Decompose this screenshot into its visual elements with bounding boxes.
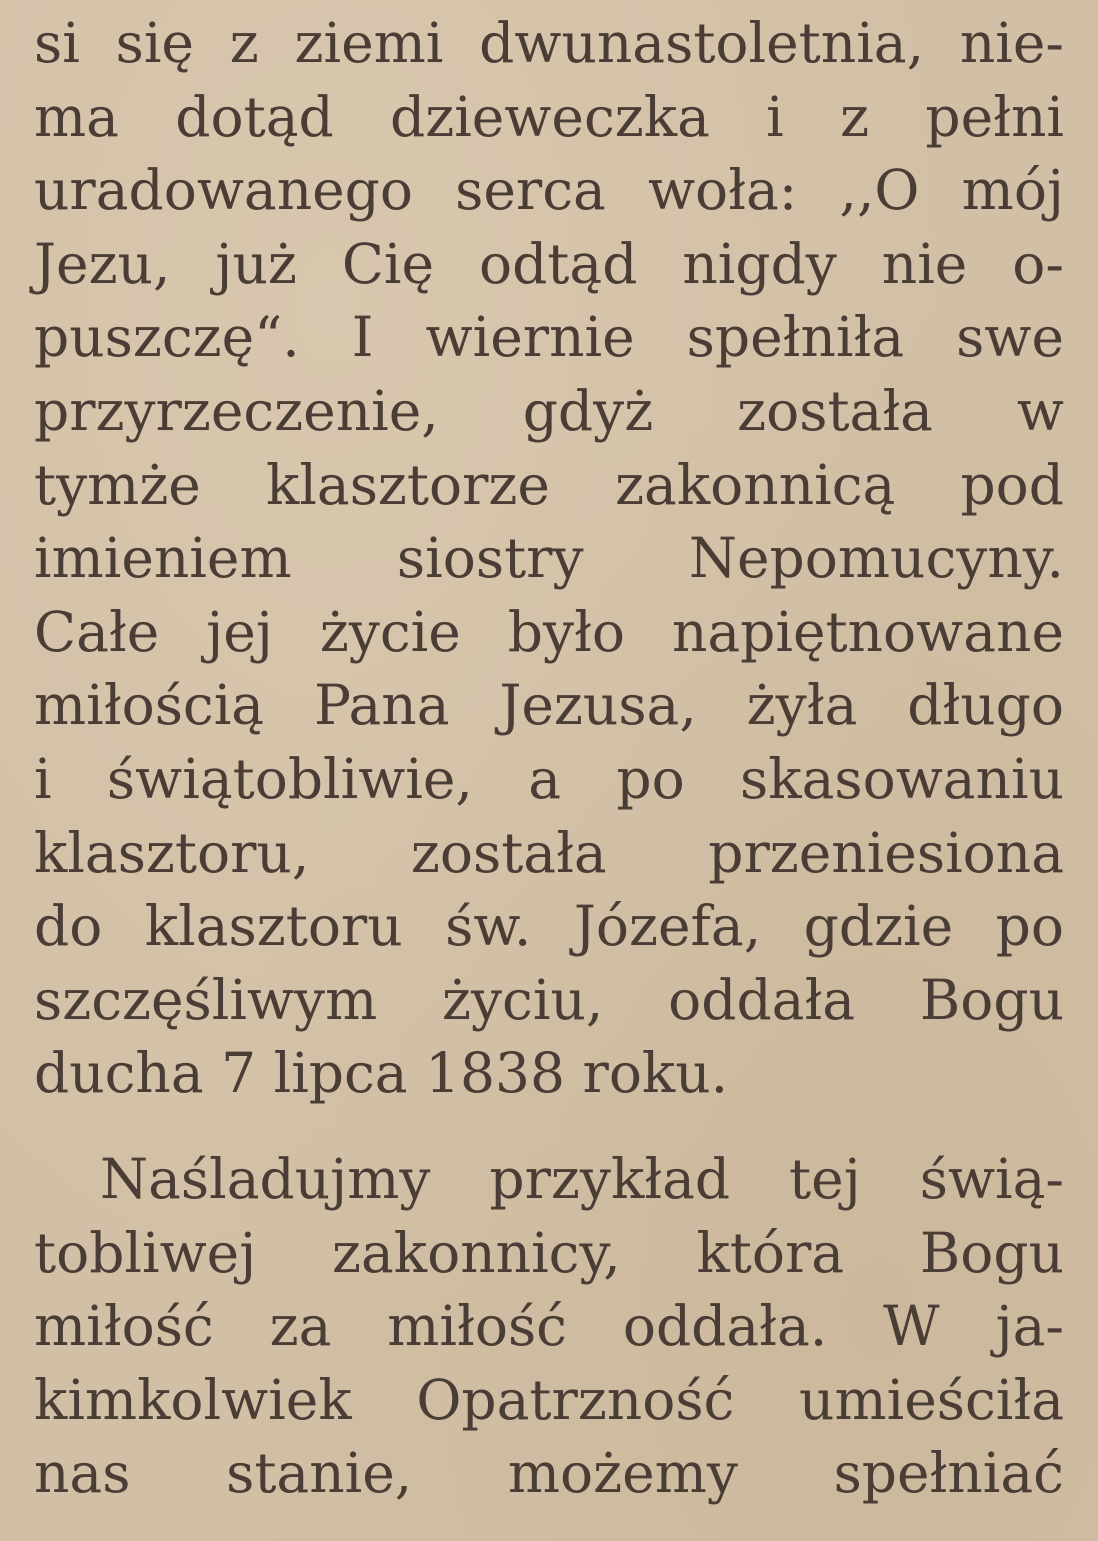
text-line: tobliwej zakonnicy, która Bogu xyxy=(34,1221,1064,1285)
text-line: ma dotąd dzieweczka i z pełni xyxy=(34,85,1064,149)
text-line: do klasztoru św. Józefa, gdzie po xyxy=(34,894,1064,958)
text-line: uradowanego serca woła: ,,O mój xyxy=(34,158,1064,222)
text-line: kimkolwiek Opatrzność umieściła xyxy=(34,1368,1064,1432)
text-line: Całe jej życie było napiętnowane xyxy=(34,600,1064,664)
text-line: przyrzeczenie, gdyż została w xyxy=(34,379,1064,443)
text-line: Naśladujmy przykład tej świą- xyxy=(100,1147,1064,1211)
text-line: nas stanie, możemy spełniać xyxy=(34,1441,1064,1505)
text-line: tymże klasztorze zakonnicą pod xyxy=(34,453,1064,517)
text-line: puszczę“. I wiernie spełniła swe xyxy=(34,305,1064,369)
text-line: szczęśliwym życiu, oddała Bogu xyxy=(34,968,1064,1032)
text-line: miłością Pana Jezusa, żyła długo xyxy=(34,673,1064,737)
text-line: imieniem siostry Nepomucyny. xyxy=(34,526,1064,590)
text-line: Jezu, już Cię odtąd nigdy nie o- xyxy=(34,232,1064,296)
text-line: klasztoru, została przeniesiona xyxy=(34,821,1064,885)
text-line: i świątobliwie, a po skasowaniu xyxy=(34,747,1064,811)
text-line: miłość za miłość oddała. W ja- xyxy=(34,1294,1064,1358)
text-line: ducha 7 lipca 1838 roku. xyxy=(34,1041,729,1105)
text-line: si się z ziemi dwunastoletnia, nie- xyxy=(34,11,1064,75)
